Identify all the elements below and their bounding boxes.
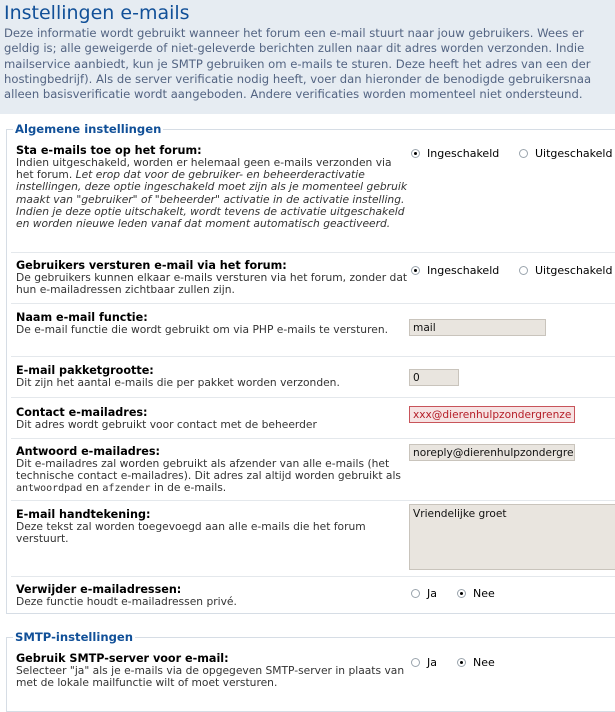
setting-title: E-mail handtekening: — [16, 508, 151, 521]
radio-unselected-icon[interactable] — [411, 589, 420, 598]
setting-title: Gebruikers versturen e-mail via het forum: — [16, 259, 287, 272]
setting-title: Verwijder e-mailadressen: — [16, 583, 182, 596]
setting-description: Indien uitgeschakeld, worden er helemaal geen e-mails verzonden via het forum. Let erop dat voor de gebruiker- en beheerderactivatie instellingen, deze optie ingeschakeld moet zijn als je momenteel gebruik maakt van "gebruiker" of "beheerder" activatie in de activatie instelling. Indien je deze optie uitschakelt, wordt tevens de activatie uitgeschakeld en worden nieuwe leden vanaf dat moment automatisch geactiveerd. — [16, 156, 408, 231]
setting-title: Naam e-mail functie: — [16, 311, 148, 324]
general-settings-legend: Algemene instellingen — [15, 122, 162, 136]
row-divider — [11, 356, 615, 357]
radio-selected-icon[interactable] — [411, 266, 420, 275]
setting-title: Contact e-mailadres: — [16, 406, 148, 419]
radio-enable-email-off[interactable]: Uitgeschakeld — [519, 147, 612, 160]
row-divider — [11, 303, 615, 304]
intro-line: mailservice aanbiedt, kun je SMTP gebruiken om e-mails te sturen. Deze heeft het adres van een der — [4, 56, 591, 71]
radio-enable-email-on[interactable]: Ingeschakeld — [411, 147, 499, 160]
setting-description: De e-mail functie die wordt gebruikt om via PHP e-mails te versturen. — [16, 323, 388, 336]
email-function-input[interactable]: mail — [409, 319, 546, 336]
general-settings-panel — [6, 122, 615, 614]
setting-title: Sta e-mails toe op het forum: — [16, 144, 202, 157]
reply-email-input[interactable]: noreply@dierenhulpzondergre — [409, 444, 575, 461]
setting-description: Deze functie houdt e-mailadressen privé. — [16, 595, 237, 608]
intro-line: Deze informatie wordt gebruikt wanneer het forum een e-mail stuurt naar jouw gebruikers. Wees er — [4, 26, 584, 40]
setting-title: Antwoord e-mailadres: — [16, 445, 161, 458]
radio-board-email-on[interactable]: Ingeschakeld — [411, 264, 499, 277]
package-size-input[interactable]: 0 — [409, 369, 459, 386]
radio-unselected-icon[interactable] — [411, 658, 420, 667]
contact-email-input[interactable]: xxx@dierenhulpzondergrenze — [409, 406, 575, 423]
setting-description: Dit adres wordt gebruikt voor contact met de beheerder — [16, 418, 317, 431]
page-header — [0, 0, 615, 114]
setting-description: De gebruikers kunnen elkaar e-mails versturen via het forum, zonder dat hun e-mailadressen zichtbaar zullen zijn. — [16, 271, 408, 297]
setting-description: Deze tekst zal worden toegevoegd aan alle e-mails die het forum verstuurt. — [16, 520, 366, 546]
row-divider — [11, 500, 615, 501]
radio-unselected-icon[interactable] — [519, 266, 528, 275]
smtp-settings-legend: SMTP-instellingen — [15, 630, 134, 644]
radio-board-email-off[interactable]: Uitgeschakeld — [519, 264, 612, 277]
setting-title: E-mail pakketgrootte: — [16, 364, 154, 377]
radio-hide-email-no[interactable]: Nee — [457, 587, 495, 600]
row-divider — [11, 397, 615, 398]
setting-description: Dit zijn het aantal e-mails die per pakket worden verzonden. — [16, 376, 340, 389]
intro-line: hostingbedrijf). Als de server verificatie nodig heeft, voer dan hieronder de benodigde gebruikersnaa — [4, 71, 592, 86]
row-divider — [11, 438, 615, 439]
page-intro — [4, 26, 609, 102]
radio-selected-icon[interactable] — [457, 658, 466, 667]
row-divider — [11, 252, 615, 253]
page-title: Instellingen e-mails — [4, 2, 190, 24]
radio-hide-email-yes[interactable]: Ja — [411, 587, 437, 600]
row-divider — [11, 576, 615, 577]
intro-line: geldig is; alle geweigerde of niet-geleverde berichten zullen naar dit adres worden verzonden. Indie — [4, 41, 585, 56]
radio-use-smtp-no[interactable]: Nee — [457, 656, 495, 669]
setting-title: Gebruik SMTP-server voor e-mail: — [16, 652, 229, 665]
email-signature-textarea[interactable]: Vriendelijke groet — [409, 504, 615, 570]
radio-unselected-icon[interactable] — [519, 149, 528, 158]
intro-line: alleen basisverificatie wordt aangeboden. Andere verificaties worden momenteel niet ondersteund. — [4, 87, 583, 102]
setting-description: Selecteer "ja" als je e-mails via de opgegeven SMTP-server in plaats van met de lokale mailfunctie wilt of moet versturen. — [16, 664, 405, 690]
radio-selected-icon[interactable] — [411, 149, 420, 158]
radio-use-smtp-yes[interactable]: Ja — [411, 656, 437, 669]
setting-description: Dit e-mailadres zal worden gebruikt als afzender van alle e-mails (het technische contact e-mailadres). Dit adres zal altijd worden gebruikt als antwoordpad en afzender in de e-mails. — [16, 457, 402, 495]
radio-selected-icon[interactable] — [457, 589, 466, 598]
